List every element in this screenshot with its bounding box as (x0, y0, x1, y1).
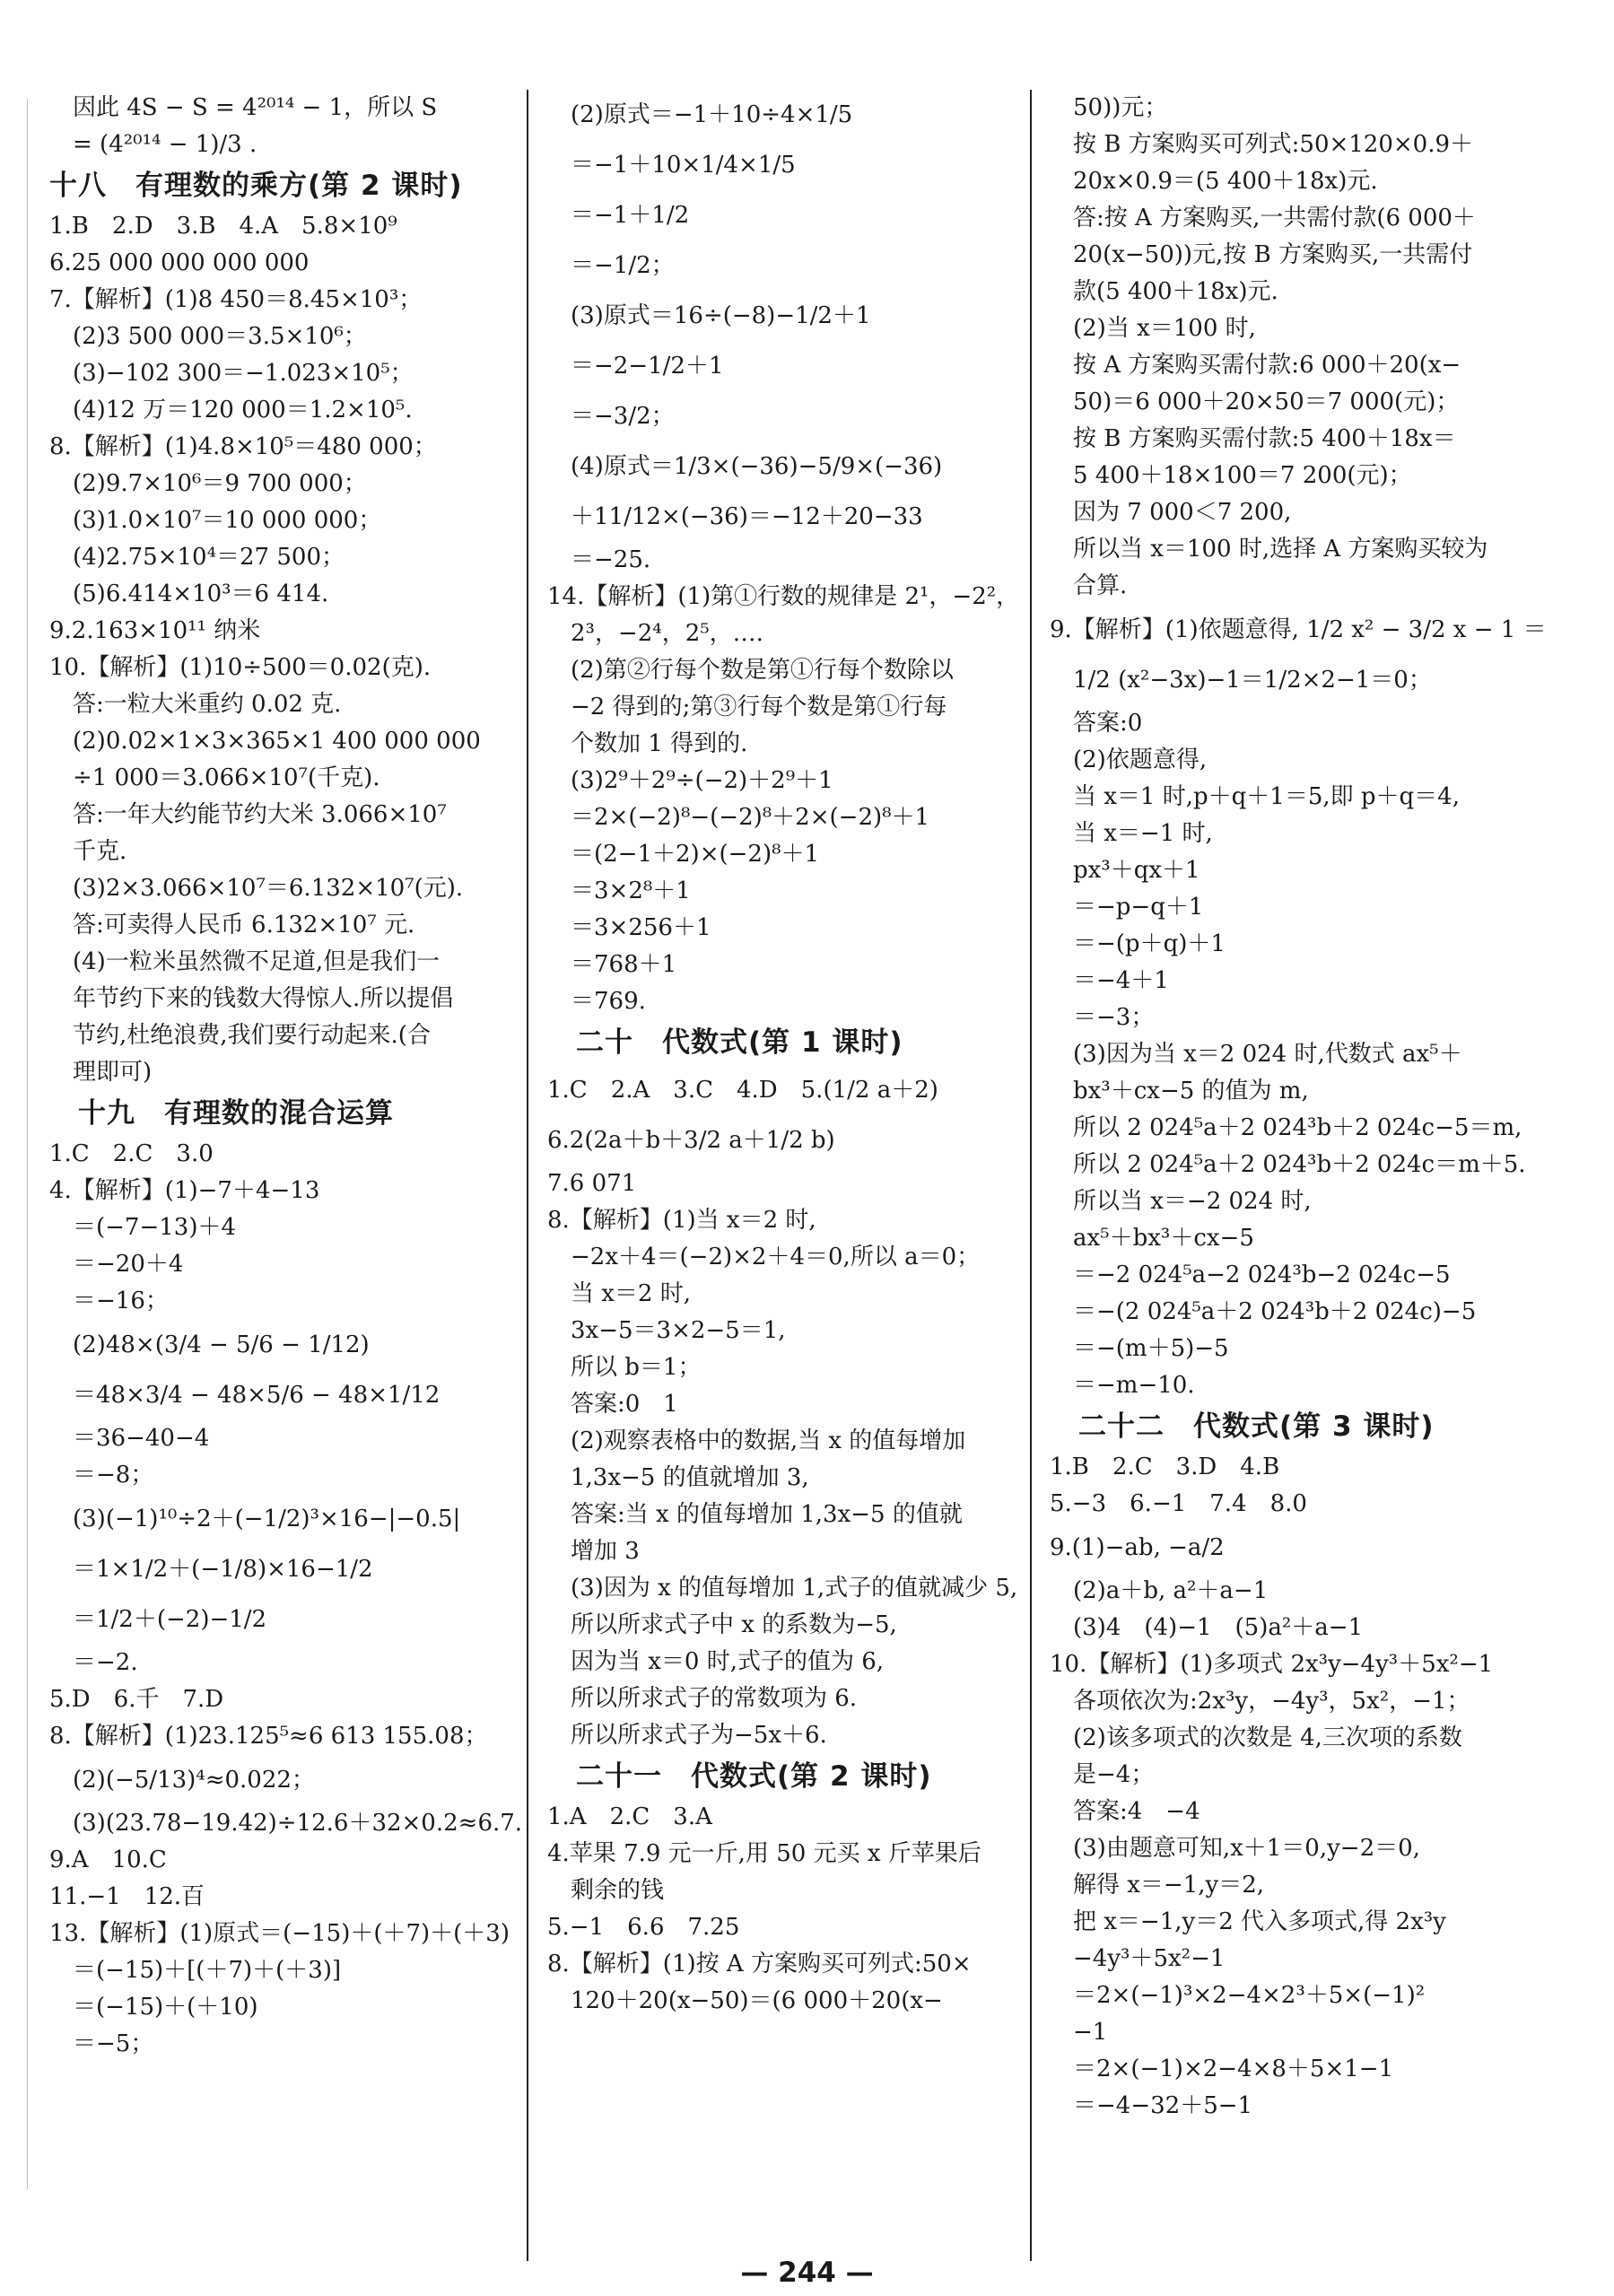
text-line: ＝(−15)＋[(＋7)＋(＋3)] (73, 1957, 342, 1984)
text-line: 1.A 2.C 3.A (547, 1803, 712, 1830)
text-line: 答案:4 −4 (1073, 1798, 1200, 1825)
text-line: 答:按 A 方案购买,一共需付款(6 000＋ (1073, 205, 1476, 231)
text-line: (2)原式＝−1＋10÷4×1/5 (571, 101, 853, 128)
text-line: ＝−20＋4 (73, 1251, 184, 1278)
text-line: 所以 b＝1； (571, 1354, 702, 1381)
text-line: 当 x＝−1 时, (1073, 820, 1213, 847)
text-line: 1.C 2.A 3.C 4.D 5.(1/2 a＋2) (547, 1077, 938, 1104)
text-line: 1/2 (x²−3x)−1＝1/2×2−1＝0； (1073, 667, 1432, 694)
text-line: ＝−5； (73, 2030, 154, 2057)
text-line: bx³＋cx−5 的值为 m, (1073, 1078, 1309, 1104)
text-line: 5 400＋18×100＝7 200(元)； (1073, 462, 1412, 489)
text-line: ＝−2 024⁵a−2 024³b−2 024c−5 (1073, 1261, 1451, 1288)
text-line: 款(5 400＋18x)元. (1073, 278, 1278, 305)
text-line: ＝1/2＋(−2)−1/2 (73, 1606, 267, 1633)
text-line: (3)因为当 x＝2 024 时,代数式 ax⁵＋ (1073, 1041, 1462, 1068)
text-line: 答:可卖得人民币 6.132×10⁷ 元. (73, 912, 415, 938)
text-line: (4)2.75×10⁴＝27 500； (73, 544, 345, 571)
text-line: ＝−2. (73, 1649, 138, 1676)
text-line: 答案:0 1 (571, 1391, 678, 1418)
text-line: 按 A 方案购买需付款:6 000＋20(x− (1073, 352, 1461, 379)
text-line: ax⁵＋bx³＋cx−5 (1073, 1225, 1254, 1252)
text-line: ＝−1＋10×1/4×1/5 (571, 152, 796, 179)
text-line: ＝2×(−1)×2−4×8＋5×1−1 (1073, 2056, 1394, 2082)
text-line: 按 B 方案购买需付款:5 400＋18x＝ (1073, 425, 1456, 452)
text-line: 所以 2 024⁵a＋2 024³b＋2 024c＝m＋5. (1073, 1151, 1526, 1178)
text-line: ＝(−7−13)＋4 (73, 1214, 237, 1241)
text-line: 所以当 x＝−2 024 时, (1073, 1188, 1312, 1215)
text-line: ＝3×256＋1 (571, 914, 711, 941)
text-line: 6.2(2a＋b＋3/2 a＋1/2 b) (547, 1127, 835, 1154)
text-line: ＝−4−32＋5−1 (1073, 2092, 1253, 2119)
text-line: 8.【解析】(1)4.8×10⁵＝480 000； (49, 433, 437, 460)
text-line: ＝−4＋1 (1073, 967, 1169, 994)
text-line: 增加 3 (571, 1538, 640, 1565)
text-line: 理即可) (73, 1059, 153, 1086)
text-line: 1.B 2.C 3.D 4.B (1050, 1454, 1280, 1480)
section-heading: 十九 有理数的混合运算 (49, 1097, 394, 1130)
text-line: (3)(23.78−19.42)÷12.6＋32×0.2≈6.7. (73, 1810, 523, 1837)
text-line: ＝−3； (1073, 1004, 1155, 1031)
text-line: ＝−16； (73, 1288, 169, 1314)
text-line: (2)0.02×1×3×365×1 400 000 000 (73, 728, 481, 755)
column-left (49, 90, 523, 2063)
text-line: ÷1 000＝3.066×10⁷(千克). (73, 764, 380, 791)
text-line: 8.【解析】(1)当 x＝2 时, (547, 1207, 816, 1234)
text-line: 当 x＝2 时, (571, 1280, 691, 1307)
column-divider (527, 90, 528, 2261)
text-line: 5.D 6.千 7.D (49, 1686, 224, 1713)
text-line: (2)当 x＝100 时, (1073, 315, 1256, 342)
text-line: 7.【解析】(1)8 450＝8.45×10³； (49, 286, 423, 313)
text-line: ＝48×3/4 − 48×5/6 − 48×1/12 (73, 1382, 441, 1409)
text-line: 7.6 071 (547, 1170, 637, 1197)
column-middle (547, 90, 1020, 2020)
text-line: (5)6.414×10³＝6 414. (73, 581, 329, 607)
text-line: 所以所求式子的常数项为 6. (571, 1685, 858, 1712)
text-line: 9.A 10.C (49, 1846, 167, 1873)
text-line: 千克. (73, 838, 127, 865)
page-number: — 244 — (740, 2257, 874, 2289)
text-line: (3)1.0×10⁷＝10 000 000； (73, 507, 382, 534)
text-line: ＝−2−1/2＋1 (571, 353, 724, 380)
text-line: 2³，−2⁴，2⁵，…. (571, 620, 763, 647)
text-line: −2 得到的;第③行每个数是第①行每 (571, 694, 947, 720)
text-line: 1,3x−5 的值就增加 3, (571, 1464, 809, 1491)
text-line: ＝−p−q＋1 (1073, 894, 1204, 921)
text-line: 解得 x＝−1,y＝2, (1073, 1872, 1265, 1899)
text-line: 答案:0 (1073, 710, 1143, 737)
text-line: −2x＋4＝(−2)×2＋4＝0,所以 a＝0； (571, 1244, 981, 1270)
text-line: (3)2×3.066×10⁷＝6.132×10⁷(元). (73, 875, 464, 902)
text-line: ＝3×2⁸＋1 (571, 877, 691, 904)
text-line: ＝36−40−4 (73, 1425, 210, 1452)
text-line: 50)＝6 000＋20×50＝7 000(元)； (1073, 388, 1460, 415)
text-line: 按 B 方案购买可列式:50×120×0.9＋ (1073, 131, 1474, 158)
text-line: ＋11/12×(−36)＝−12＋20−33 (571, 503, 923, 530)
text-line: −4y³＋5x²−1 (1073, 1945, 1226, 1972)
page-edge-line (27, 99, 28, 2189)
text-line: ＝(−15)＋(＋10) (73, 1994, 258, 2021)
text-line: 答:一粒大米重约 0.02 克. (73, 691, 342, 718)
text-line: (2)9.7×10⁶＝9 700 000； (73, 470, 367, 497)
text-line: (3)(−1)¹⁰÷2＋(−1/2)³×16−|−0.5| (73, 1506, 461, 1532)
text-line: 20x×0.9＝(5 400＋18x)元. (1073, 168, 1378, 195)
text-line: 节约,杜绝浪费,我们要行动起来.(合 (73, 1022, 431, 1049)
text-line: 10.【解析】(1)10÷500＝0.02(克). (49, 654, 432, 681)
text-line: 1.B 2.D 3.B 4.A 5.8×10⁹ (49, 213, 397, 240)
text-line: ＝(2−1＋2)×(−2)⁸＋1 (571, 841, 820, 868)
text-line: 1.C 2.C 3.0 (49, 1140, 214, 1167)
text-line: 8.【解析】(1)按 A 方案购买可列式:50× (547, 1951, 972, 1977)
text-line: 10.【解析】(1)多项式 2x³y−4y³＋5x²−1 (1050, 1651, 1494, 1678)
text-line: (3)−102 300＝−1.023×10⁵； (73, 360, 414, 387)
text-line: ＝−1＋1/2 (571, 202, 690, 229)
text-line: ＝−(m＋5)−5 (1073, 1335, 1229, 1362)
text-line: (2)3 500 000＝3.5×10⁶； (73, 323, 367, 350)
text-line: 14.【解析】(1)第①行数的规律是 2¹，−2²， (547, 583, 1020, 610)
text-line: 因为当 x＝0 时,式子的值为 6, (571, 1648, 885, 1675)
text-line: ＝2×(−2)⁸−(−2)⁸＋2×(−2)⁸＋1 (571, 804, 930, 831)
text-line: ＝−(p＋q)＋1 (1073, 930, 1226, 957)
text-line: 20(x−50))元,按 B 方案购买,一共需付 (1073, 241, 1473, 268)
text-line: 是−4； (1073, 1761, 1155, 1788)
text-line: 因此 4S − S = 4²⁰¹⁴ − 1，所以 S (73, 94, 438, 121)
text-line: ＝−8； (73, 1462, 154, 1488)
section-heading: 二十二 代数式(第 3 课时) (1050, 1410, 1435, 1443)
text-line: = (4²⁰¹⁴ − 1)/3 . (73, 131, 257, 158)
text-line: 3x−5＝3×2−5＝1, (571, 1317, 786, 1344)
text-line: 4.【解析】(1)−7＋4−13 (49, 1177, 320, 1204)
text-line: ＝1×1/2＋(−1/8)×16−1/2 (73, 1556, 373, 1583)
text-line: 5.−3 6.−1 7.4 8.0 (1050, 1490, 1307, 1517)
column-right (1050, 90, 1547, 2125)
text-line: (2)第②行每个数是第①行每个数除以 (571, 657, 954, 684)
text-line: (3)因为 x 的值每增加 1,式子的值就减少 5, (571, 1575, 1018, 1602)
text-line: ＝−3/2； (571, 403, 675, 430)
text-line: 答:一年大约能节约大米 3.066×10⁷ (73, 801, 447, 828)
text-line: −1 (1073, 2019, 1108, 2046)
text-line: 因为 7 000＜7 200, (1073, 499, 1292, 526)
text-line: ＝−1/2； (571, 252, 675, 279)
text-line: 8.【解析】(1)23.125⁵≈6 613 155.08； (49, 1723, 488, 1750)
text-line: 13.【解析】(1)原式＝(−15)＋(＋7)＋(＋3) (49, 1920, 510, 1947)
text-line: (2)观察表格中的数据,当 x 的值每增加 (571, 1427, 966, 1454)
text-line: 所以当 x＝100 时,选择 A 方案购买较为 (1073, 536, 1488, 563)
text-line: 50))元； (1073, 94, 1168, 121)
text-line: 9.(1)−ab, −a/2 (1050, 1534, 1225, 1561)
text-line: 所以所求式子中 x 的系数为−5, (571, 1611, 897, 1638)
text-line: (4)一粒米虽然微不足道,但是我们一 (73, 948, 441, 975)
text-line: (2)该多项式的次数是 4,三次项的系数 (1073, 1724, 1462, 1751)
text-line: ＝2×(−1)³×2−4×2³＋5×(−1)² (1073, 1982, 1426, 2009)
text-line: (2)a＋b, a²＋a−1 (1073, 1577, 1269, 1604)
text-line: ＝−25. (571, 546, 651, 573)
text-line: ＝−(2 024⁵a＋2 024³b＋2 024c)−5 (1073, 1298, 1477, 1325)
section-heading: 十八 有理数的乘方(第 2 课时) (49, 170, 463, 202)
text-line: 答案:当 x 的值每增加 1,3x−5 的值就 (571, 1501, 963, 1528)
text-line: 4.苹果 7.9 元一斤,用 50 元买 x 斤苹果后 (547, 1840, 981, 1867)
text-line: 11.−1 12.百 (49, 1883, 205, 1910)
section-heading: 二十一 代数式(第 2 课时) (547, 1760, 932, 1793)
text-line: (3)2⁹＋2⁹÷(−2)＋2⁹＋1 (571, 767, 833, 794)
text-line: 所以 2 024⁵a＋2 024³b＋2 024c−5＝m, (1073, 1114, 1522, 1141)
column-divider (1030, 90, 1032, 2261)
text-line: (3)4 (4)−1 (5)a²＋a−1 (1073, 1614, 1364, 1641)
text-line: 年节约下来的钱数大得惊人.所以提倡 (73, 985, 454, 1012)
text-line: 120＋20(x−50)＝(6 000＋20(x− (571, 1987, 943, 2014)
text-line: ＝768＋1 (571, 951, 677, 978)
section-heading: 二十 代数式(第 1 课时) (547, 1026, 903, 1059)
text-line: 5.−1 6.6 7.25 (547, 1914, 740, 1941)
text-line: (2)(−5/13)⁴≈0.022； (73, 1767, 315, 1794)
text-line: (2)48×(3/4 − 5/6 − 1/12) (73, 1331, 370, 1358)
text-line: 9.【解析】(1)依题意得, 1/2 x² − 3/2 x − 1 ＝ (1050, 616, 1547, 643)
text-line: ＝−m−10. (1073, 1372, 1195, 1399)
text-line: ＝769. (571, 988, 646, 1015)
text-line: (3)原式＝16÷(−8)−1/2＋1 (571, 302, 871, 329)
text-line: (2)依题意得, (1073, 746, 1208, 773)
text-line: (4)原式＝1/3×(−36)−5/9×(−36) (571, 453, 943, 480)
text-line: 所以所求式子为−5x＋6. (571, 1722, 827, 1749)
text-line: px³＋qx＋1 (1073, 857, 1200, 884)
text-line: 个数加 1 得到的. (571, 730, 748, 757)
text-line: 9.2.163×10¹¹ 纳米 (49, 617, 261, 644)
text-line: 合算. (1073, 572, 1128, 599)
text-line: 把 x＝−1,y＝2 代入多项式,得 2x³y (1073, 1908, 1446, 1935)
text-line: 剩余的钱 (571, 1877, 665, 1904)
text-line: 当 x＝1 时,p＋q＋1＝5,即 p＋q＝4, (1073, 783, 1460, 810)
text-line: (3)由题意可知,x＋1＝0,y−2＝0, (1073, 1835, 1420, 1862)
text-line: (4)12 万＝120 000＝1.2×10⁵. (73, 397, 413, 423)
text-line: 各项依次为:2x³y，−4y³，5x²，−1； (1073, 1688, 1470, 1715)
text-line: 6.25 000 000 000 000 (49, 249, 310, 276)
